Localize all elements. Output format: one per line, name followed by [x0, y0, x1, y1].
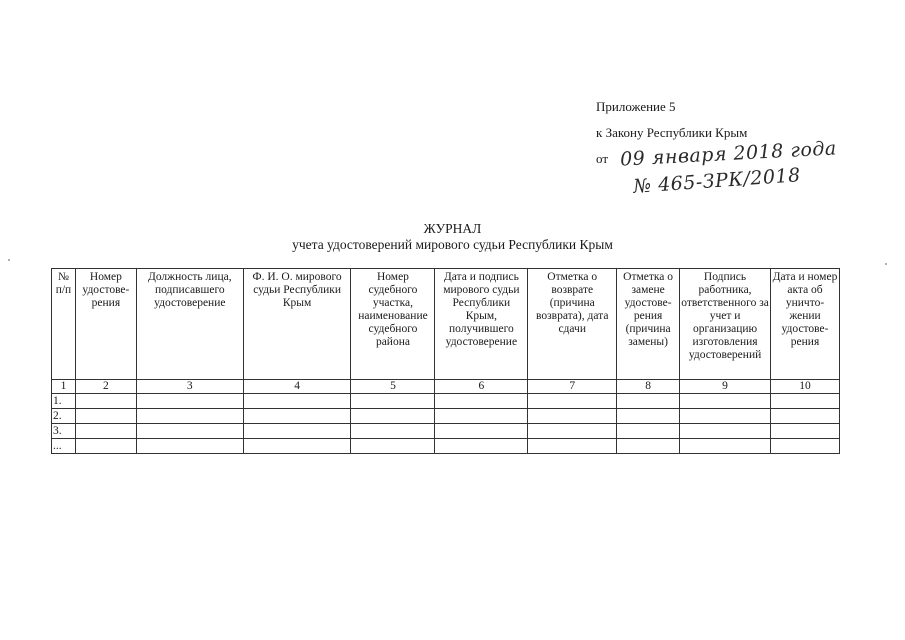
table-cell: [243, 439, 351, 454]
table-cell: [771, 439, 840, 454]
table-row: [52, 424, 840, 439]
header-row: [52, 269, 840, 380]
header-cell: Ф. И. О. мирового судьи Республики Крым: [243, 269, 351, 380]
header-cell: Дата и подпись мирового судьи Республики Крым, получившего удостоверение: [435, 269, 528, 380]
column-number: 3: [136, 380, 243, 394]
table-cell: [351, 409, 435, 424]
table-cell: [75, 439, 136, 454]
scan-speck: [885, 263, 887, 265]
table-cell: [435, 424, 528, 439]
table-cell: [351, 439, 435, 454]
column-number: 8: [617, 380, 680, 394]
table-row: [52, 409, 840, 424]
handwritten-date: 09 января 2018 года: [619, 137, 838, 171]
table-cell: [617, 394, 680, 409]
header-cell: Отметка о замене удостове-рения (причина замены): [617, 269, 680, 380]
column-number: 9: [680, 380, 771, 394]
appendix-date-prefix: от: [596, 151, 609, 166]
column-number: 1: [52, 380, 76, 394]
table-cell: [528, 409, 617, 424]
column-number: 7: [528, 380, 617, 394]
table-cell: [75, 424, 136, 439]
header-cell: Номер судебного участка, наименование судебного района: [351, 269, 435, 380]
table-cell: [680, 394, 771, 409]
table-cell: [435, 409, 528, 424]
table-cell: [243, 394, 351, 409]
header-cell: № п/п: [52, 269, 76, 380]
table-cell: [351, 394, 435, 409]
header-cell: Должность лица, подписавшего удостоверение: [136, 269, 243, 380]
row-number: 2.: [52, 409, 76, 424]
table-cell: [243, 409, 351, 424]
header-cell: Отметка о возврате (причина возврата), дата сдачи: [528, 269, 617, 380]
header-cell: Подпись работника, ответственного за учет и организацию изготовления удостоверений: [680, 269, 771, 380]
row-number: 1.: [52, 394, 76, 409]
journal-title: ЖУРНАЛ: [423, 221, 482, 236]
header-cell: Номер удостове-рения: [75, 269, 136, 380]
row-number: 3.: [52, 424, 76, 439]
table-cell: [136, 424, 243, 439]
table-cell: [528, 394, 617, 409]
table-cell: [136, 439, 243, 454]
table-cell: [528, 439, 617, 454]
header-cell: Дата и номер акта об уничто-жении удостове-рения: [771, 269, 840, 380]
column-number: 2: [75, 380, 136, 394]
table-cell: [136, 409, 243, 424]
table-cell: [435, 394, 528, 409]
table-cell: [680, 424, 771, 439]
table-cell: [75, 409, 136, 424]
column-number: 10: [771, 380, 840, 394]
journal-table: [51, 268, 840, 454]
table-cell: [680, 439, 771, 454]
table-cell: [75, 394, 136, 409]
journal-subtitle: учета удостоверений мирового судьи Республики Крым: [292, 237, 613, 252]
table-row: [52, 439, 840, 454]
column-number: 4: [243, 380, 351, 394]
table-cell: [528, 424, 617, 439]
appendix-number: Приложение 5: [596, 99, 676, 114]
table-cell: [771, 424, 840, 439]
table-cell: [435, 439, 528, 454]
table-cell: [243, 424, 351, 439]
table-cell: [617, 409, 680, 424]
table-cell: [351, 424, 435, 439]
table-cell: [617, 439, 680, 454]
table-cell: [680, 409, 771, 424]
row-number: ...: [52, 439, 76, 454]
table-cell: [771, 409, 840, 424]
scan-speck: [8, 259, 10, 261]
table-cell: [136, 394, 243, 409]
table-cell: [617, 424, 680, 439]
column-number-row: [52, 380, 840, 394]
column-number: 6: [435, 380, 528, 394]
table-row: [52, 394, 840, 409]
handwritten-number: № 465-ЗРК/2018: [632, 164, 802, 198]
table-cell: [771, 394, 840, 409]
column-number: 5: [351, 380, 435, 394]
appendix-law: к Закону Республики Крым: [596, 125, 748, 140]
